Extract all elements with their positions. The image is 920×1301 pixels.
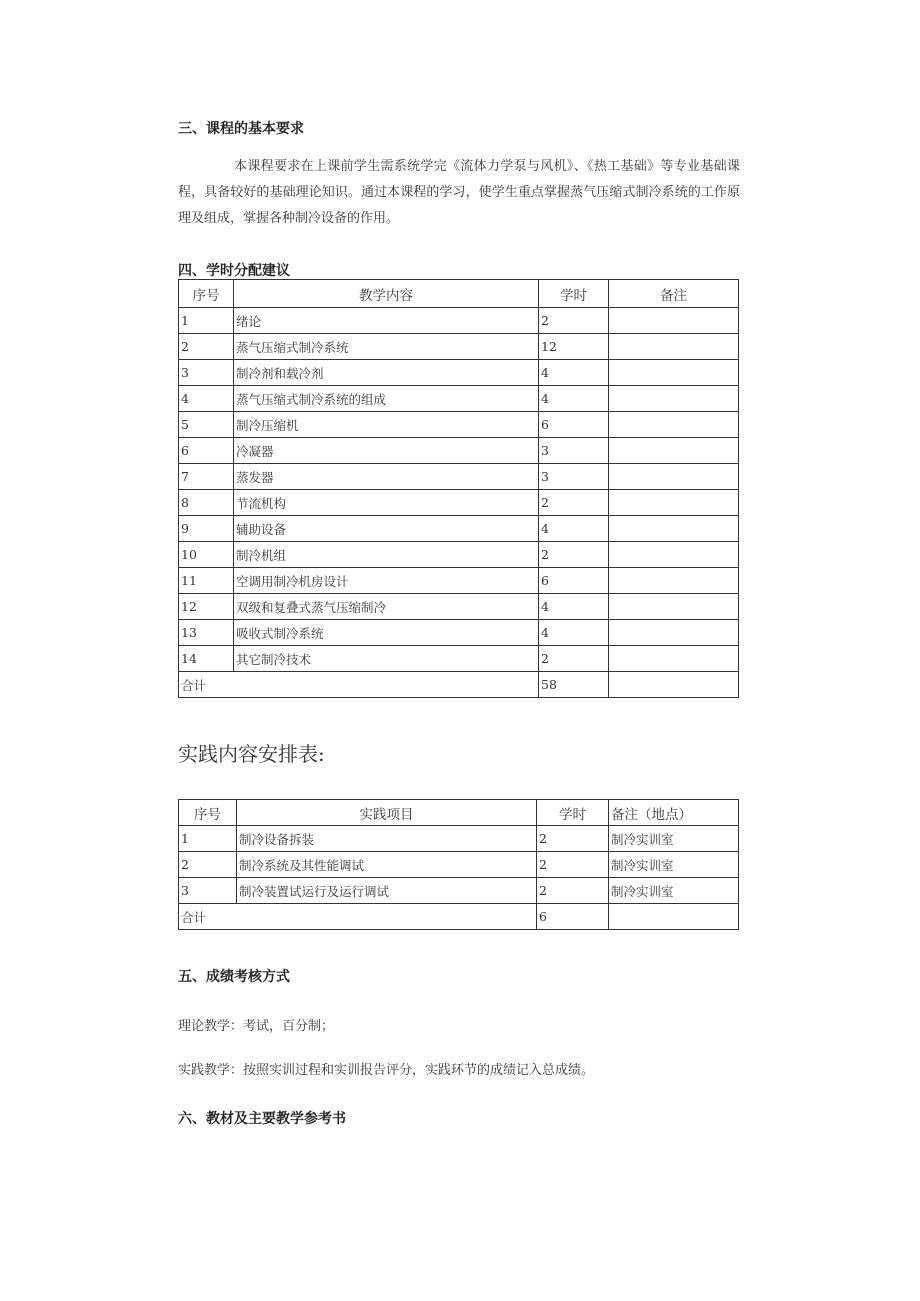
row-hours: 4	[539, 360, 609, 386]
table-row	[179, 308, 739, 334]
row-index: 2	[179, 334, 234, 360]
row-note: 制冷实训室	[609, 852, 739, 878]
header-hours: 学时	[539, 280, 609, 308]
row-content: 其它制冷技术	[234, 646, 539, 672]
row-note	[609, 620, 739, 646]
header-index: 序号	[179, 280, 234, 308]
row-hours: 4	[539, 386, 609, 412]
row-note: 制冷实训室	[609, 878, 739, 904]
practice-table-header	[179, 800, 739, 826]
row-note	[609, 412, 739, 438]
row-content: 冷凝器	[234, 438, 539, 464]
hours-table-header	[179, 280, 739, 308]
row-content: 蒸气压缩式制冷系统的组成	[234, 386, 539, 412]
row-index: 2	[179, 852, 237, 878]
assessment-theory: 理论教学：考试，百分制；	[178, 1019, 335, 1034]
row-note	[609, 490, 739, 516]
row-note	[609, 438, 739, 464]
table-row	[179, 878, 739, 904]
row-hours: 2	[539, 490, 609, 516]
row-note	[609, 386, 739, 412]
row-content: 双级和复叠式蒸气压缩制冷	[234, 594, 539, 620]
row-hours: 2	[539, 308, 609, 334]
row-index: 11	[179, 568, 234, 594]
table-row	[179, 490, 739, 516]
row-index: 12	[179, 594, 234, 620]
row-note: 制冷实训室	[609, 826, 739, 852]
row-content: 制冷设备拆装	[237, 826, 537, 852]
header-note: 备注	[609, 280, 739, 308]
total-row	[179, 672, 739, 698]
section3-title: 三、课程的基本要求	[178, 121, 304, 137]
table-row	[179, 360, 739, 386]
total-note	[609, 672, 739, 698]
row-content: 绪论	[234, 308, 539, 334]
row-hours: 3	[539, 438, 609, 464]
row-note	[609, 568, 739, 594]
row-hours: 12	[539, 334, 609, 360]
table-row	[179, 594, 739, 620]
table-row	[179, 826, 739, 852]
row-hours: 4	[539, 516, 609, 542]
section4-title: 四、学时分配建议	[178, 263, 290, 279]
section3-body: 本课程要求在上课前学生需系统学完《流体力学泵与风机》、《热工基础》等专业基础课程，具备较好的基础理论知识。通过本课程的学习，使学生重点掌握蒸气压缩式制冷系统的工作原理及组成，掌握各种制冷设备的作用。	[178, 159, 740, 226]
total-label: 合计	[179, 904, 537, 930]
row-note	[609, 542, 739, 568]
practice-title: 实践内容安排表:	[178, 742, 325, 766]
row-content: 蒸发器	[234, 464, 539, 490]
row-index: 8	[179, 490, 234, 516]
header-hours: 学时	[537, 800, 609, 826]
row-note	[609, 360, 739, 386]
row-content: 蒸气压缩式制冷系统	[234, 334, 539, 360]
row-note	[609, 334, 739, 360]
table-row	[179, 438, 739, 464]
row-hours: 2	[537, 878, 609, 904]
hours-table	[178, 279, 739, 698]
row-hours: 3	[539, 464, 609, 490]
header-note-location: 备注（地点）	[609, 800, 739, 826]
table-row	[179, 542, 739, 568]
table-row	[179, 646, 739, 672]
table-row	[179, 516, 739, 542]
table-row	[179, 852, 739, 878]
total-hours: 6	[537, 904, 609, 930]
row-hours: 4	[539, 594, 609, 620]
table-row	[179, 620, 739, 646]
row-note	[609, 516, 739, 542]
row-content: 制冷装置试运行及运行调试	[237, 878, 537, 904]
table-row	[179, 568, 739, 594]
row-hours: 2	[537, 826, 609, 852]
total-hours: 58	[539, 672, 609, 698]
row-content: 辅助设备	[234, 516, 539, 542]
row-note	[609, 646, 739, 672]
header-index: 序号	[179, 800, 237, 826]
row-content: 空调用制冷机房设计	[234, 568, 539, 594]
row-note	[609, 464, 739, 490]
row-index: 3	[179, 878, 237, 904]
row-index: 1	[179, 308, 234, 334]
total-note	[609, 904, 739, 930]
row-note	[609, 308, 739, 334]
row-index: 3	[179, 360, 234, 386]
row-content: 制冷机组	[234, 542, 539, 568]
header-project: 实践项目	[237, 800, 537, 826]
row-content: 节流机构	[234, 490, 539, 516]
row-hours: 2	[539, 542, 609, 568]
practice-table	[178, 799, 739, 930]
table-row	[179, 412, 739, 438]
row-index: 6	[179, 438, 234, 464]
row-content: 制冷剂和载冷剂	[234, 360, 539, 386]
assessment-practice: 实践教学：按照实训过程和实训报告评分，实践环节的成绩记入总成绩。	[178, 1063, 595, 1078]
row-index: 1	[179, 826, 237, 852]
row-index: 14	[179, 646, 234, 672]
row-index: 4	[179, 386, 234, 412]
row-content: 吸收式制冷系统	[234, 620, 539, 646]
row-index: 5	[179, 412, 234, 438]
row-hours: 2	[537, 852, 609, 878]
row-hours: 6	[539, 568, 609, 594]
total-label: 合计	[179, 672, 539, 698]
row-index: 10	[179, 542, 234, 568]
section5-title: 五、成绩考核方式	[178, 969, 290, 985]
row-content: 制冷压缩机	[234, 412, 539, 438]
row-hours: 4	[539, 620, 609, 646]
section6-title: 六、教材及主要教学参考书	[178, 1111, 346, 1127]
table-row	[179, 334, 739, 360]
total-row	[179, 904, 739, 930]
row-index: 9	[179, 516, 234, 542]
table-row	[179, 386, 739, 412]
table-row	[179, 464, 739, 490]
row-index: 13	[179, 620, 234, 646]
row-hours: 6	[539, 412, 609, 438]
header-content: 教学内容	[234, 280, 539, 308]
row-index: 7	[179, 464, 234, 490]
row-note	[609, 594, 739, 620]
row-hours: 2	[539, 646, 609, 672]
row-content: 制冷系统及其性能调试	[237, 852, 537, 878]
